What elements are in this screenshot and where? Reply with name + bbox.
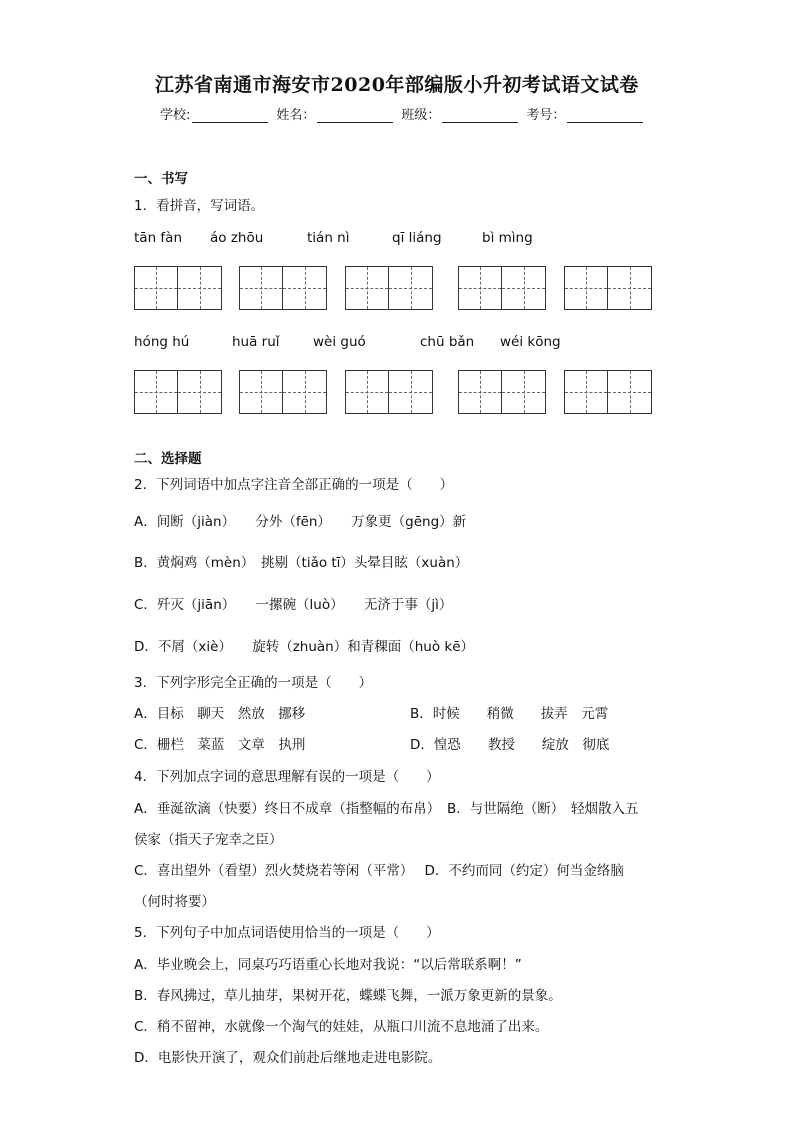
pinyin: wèi guó (313, 334, 366, 350)
class-blank (442, 108, 518, 123)
q3-option-d: D．惶恐 教授 绽放 彻底 (410, 737, 610, 753)
writing-grid[interactable] (564, 370, 652, 414)
page-title: 江苏省南通市海安市2020年部编版小升初考试语文试卷 (155, 74, 639, 96)
student-info-row (160, 104, 651, 123)
pinyin: chū bǎn (420, 334, 475, 350)
q4-options-line2: 侯家（指天子宠幸之臣） (134, 832, 283, 848)
q3-prompt: 3．下列字形完全正确的一项是（ ） (134, 675, 373, 691)
section-writing: 一、书写 (134, 171, 188, 187)
writing-grid[interactable] (345, 370, 433, 414)
writing-grid[interactable] (134, 370, 222, 414)
q4-options-line1: A．垂涎欲滴（快要）终日不成章（指整幅的布帛） B．与世隔绝（断） 轻烟散入五 (134, 801, 639, 817)
pinyin: bì mìng (482, 230, 533, 246)
q2-prompt: 2．下列词语中加点字注音全部正确的一项是（ ） (134, 477, 454, 493)
q5-prompt: 5．下列句子中加点词语使用恰当的一项是（ ） (134, 925, 440, 941)
q5-option-b: B．春风拂过，草儿抽芽，果树开花，蝶蝶飞舞，一派万象更新的景象。 (134, 988, 562, 1004)
writing-grid[interactable] (345, 266, 433, 310)
q5-option-d: D．电影快开演了，观众们前赴后继地走进电影院。 (134, 1050, 442, 1066)
pinyin: huā ruǐ (232, 334, 280, 350)
q5-option-c: C．稍不留神，水就像一个淘气的娃娃，从瓶口川流不息地涌了出来。 (134, 1019, 549, 1035)
q1-prompt: 1．看拼音，写词语。 (134, 198, 265, 214)
q2-option-a: A．间断（jiàn） 分外（fēn） 万象更（gēng）新 (134, 514, 467, 530)
exam-number-label: 考号： (526, 108, 566, 123)
school-label: 学校: (160, 108, 191, 123)
q2-option-b: B．黄焖鸡（mèn） 挑剔（tiǎo tī）头晕目眩（xuàn） (134, 555, 469, 571)
pinyin: tān fàn (134, 230, 182, 246)
name-label: 姓名： (276, 108, 316, 123)
q3-option-b: B．时候 稍微 拔弄 元霄 (410, 706, 609, 722)
writing-grid[interactable] (564, 266, 652, 310)
exam-number-blank (567, 108, 643, 123)
pinyin: hóng hú (134, 334, 190, 350)
q2-option-c: C．歼灭（jiān） 一摞碗（luò） 无济于事（jì） (134, 597, 453, 613)
q3-option-c: C．栅栏 菜蓝 文章 执刑 (134, 737, 306, 753)
writing-grid[interactable] (239, 370, 327, 414)
q5-option-a: A．毕业晚会上，同桌巧巧语重心长地对我说：“以后常联系啊！” (134, 957, 522, 973)
q4-options-line3: C．喜出望外（看望）烈火焚烧若等闲（平常） D．不约而同（约定）何当金络脑 (134, 863, 624, 879)
writing-grid[interactable] (239, 266, 327, 310)
writing-grid[interactable] (134, 266, 222, 310)
pinyin: qī liáng (392, 230, 442, 246)
pinyin: wéi kōng (500, 334, 561, 350)
q2-option-d: D．不屑（xiè） 旋转（zhuàn）和青稞面（huò kē） (134, 639, 475, 655)
pinyin: tián nì (307, 230, 350, 246)
school-blank (192, 108, 268, 123)
writing-grid[interactable] (458, 266, 546, 310)
name-blank (317, 108, 393, 123)
section-choice: 二、选择题 (134, 451, 202, 467)
writing-grid[interactable] (458, 370, 546, 414)
class-label: 班级： (401, 108, 441, 123)
pinyin: áo zhōu (210, 230, 264, 246)
q4-prompt: 4．下列加点字词的意思理解有误的一项是（ ） (134, 769, 440, 785)
q4-options-line4: （何时将要） (134, 894, 215, 910)
q3-option-a: A．目标 聊天 然放 挪移 (134, 706, 306, 722)
